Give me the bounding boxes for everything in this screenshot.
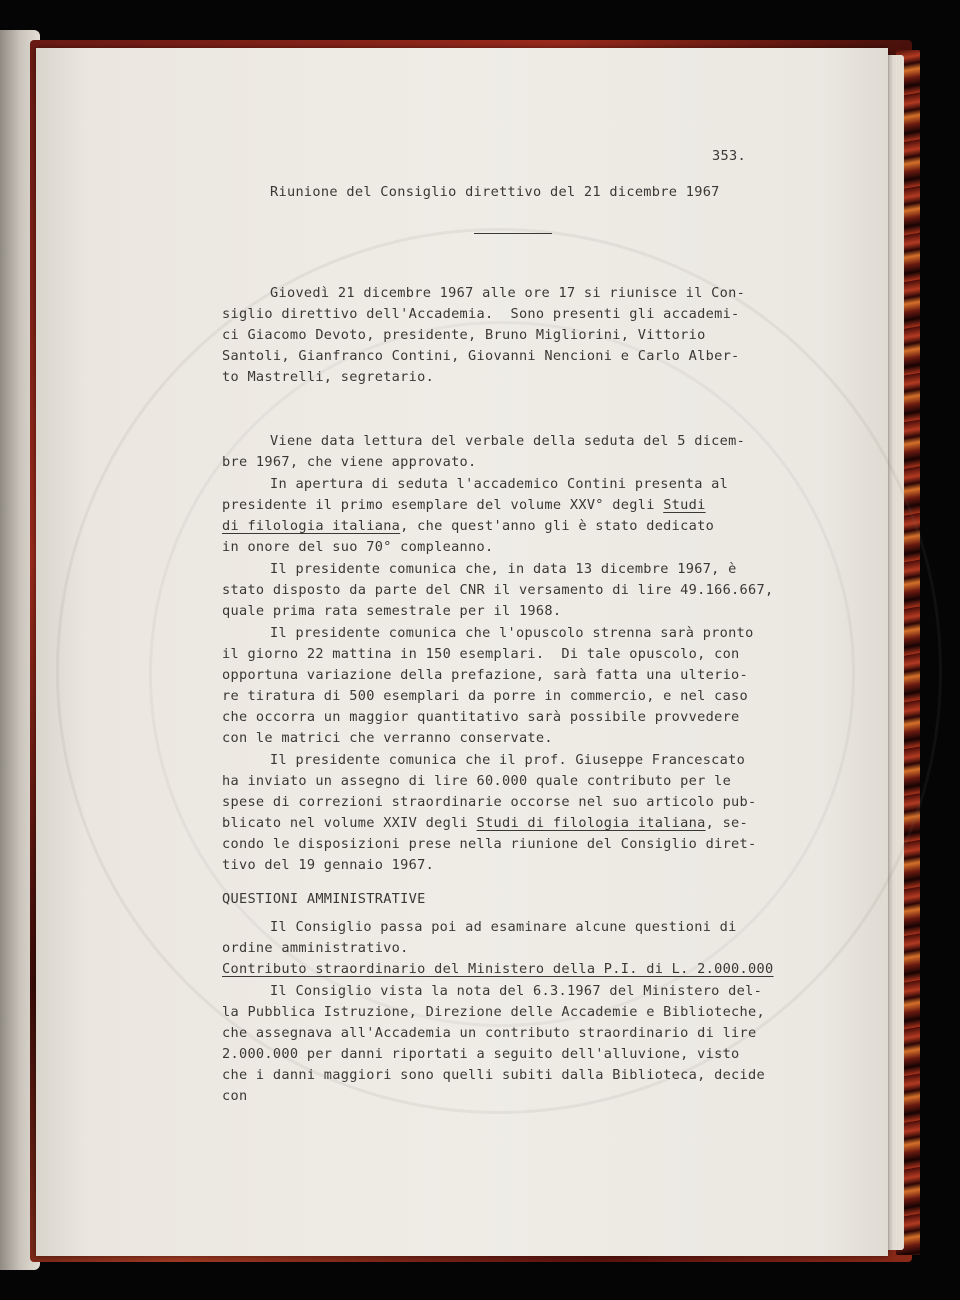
text-line: di filologia italiana, che quest'anno gli è stato dedicato [222, 518, 715, 534]
text-line: to Mastrelli, segretario. [222, 369, 435, 385]
publication-title: di filologia italiana [222, 518, 401, 534]
publication-title: Studi [663, 497, 706, 513]
text-line: opportuna variazione della prefazione, sarà fatta una ulterio- [222, 667, 749, 683]
text-line: stato disposto da parte del CNR il versamento di lire 49.166.667, [222, 582, 774, 598]
text-line: in onore del suo 70° compleanno. [222, 539, 494, 555]
text-line: ha inviato un assegno di lire 60.000 quale contributo per le [222, 773, 732, 789]
page-number: 353. [712, 148, 746, 164]
text-line: re tiratura di 500 esemplari da porre in commercio, e nel caso [222, 688, 749, 704]
text-line: Il presidente comunica che il prof. Giuseppe Francescato [270, 752, 746, 768]
text-line: che occorra un maggior quantitativo sarà possibile provvedere [222, 709, 740, 725]
text-line: bre 1967, che viene approvato. [222, 454, 477, 470]
text-line: Il presidente comunica che l'opuscolo strenna sarà pronto [270, 625, 754, 641]
text-line: il giorno 22 mattina in 150 esemplari. Di tale opuscolo, con [222, 646, 740, 662]
text-line: con [222, 1088, 248, 1104]
text-line: presidente il primo esemplare del volume XXV° degli Studi [222, 497, 706, 513]
heading-rule [474, 233, 552, 234]
section-heading: QUESTIONI AMMINISTRATIVE [222, 891, 426, 907]
text-line: con le matrici che verranno conservate. [222, 730, 553, 746]
text-line: Santoli, Gianfranco Contini, Giovanni Nencioni e Carlo Alber- [222, 348, 740, 364]
text-line: tivo del 19 gennaio 1967. [222, 857, 435, 873]
text-line: spese di correzioni straordinarie occorse nel suo articolo pub- [222, 794, 757, 810]
text-line: Viene data lettura del verbale della seduta del 5 dicem- [270, 433, 746, 449]
text-line: Il presidente comunica che, in data 13 dicembre 1967, è [270, 561, 737, 577]
text-line: blicato nel volume XXIV degli Studi di filologia italiana, se- [222, 815, 749, 831]
text-line: Il Consiglio vista la nota del 6.3.1967 del Ministero del- [270, 983, 763, 999]
text-line: che assegnava all'Accademia un contributo straordinario di lire [222, 1025, 757, 1041]
text-line: Il Consiglio passa poi ad esaminare alcune questioni di [270, 919, 737, 935]
text-line: In apertura di seduta l'accademico Contini presenta al [270, 476, 729, 492]
subsection-heading: Contributo straordinario del Ministero della P.I. di L. 2.000.000 [222, 961, 774, 977]
meeting-heading: Riunione del Consiglio direttivo del 21 dicembre 1967 [270, 184, 720, 200]
publication-title: Studi di filologia italiana [476, 815, 706, 831]
text-line: siglio direttivo dell'Accademia. Sono presenti gli accademi- [222, 306, 740, 322]
text-line: 2.000.000 per danni riportati a seguito dell'alluvione, visto [222, 1046, 740, 1062]
text-line: ci Giacomo Devoto, presidente, Bruno Migliorini, Vittorio [222, 327, 706, 343]
text-line: condo le disposizioni prese nella riunione del Consiglio diret- [222, 836, 757, 852]
text-line: quale prima rata semestrale per il 1968. [222, 603, 562, 619]
text-line: Giovedì 21 dicembre 1967 alle ore 17 si riunisce il Con- [270, 285, 746, 301]
text-line: la Pubblica Istruzione, Direzione delle Accademie e Biblioteche, [222, 1004, 765, 1020]
text-line: ordine amministrativo. [222, 940, 409, 956]
text-line: che i danni maggiori sono quelli subiti dalla Biblioteca, decide [222, 1067, 765, 1083]
